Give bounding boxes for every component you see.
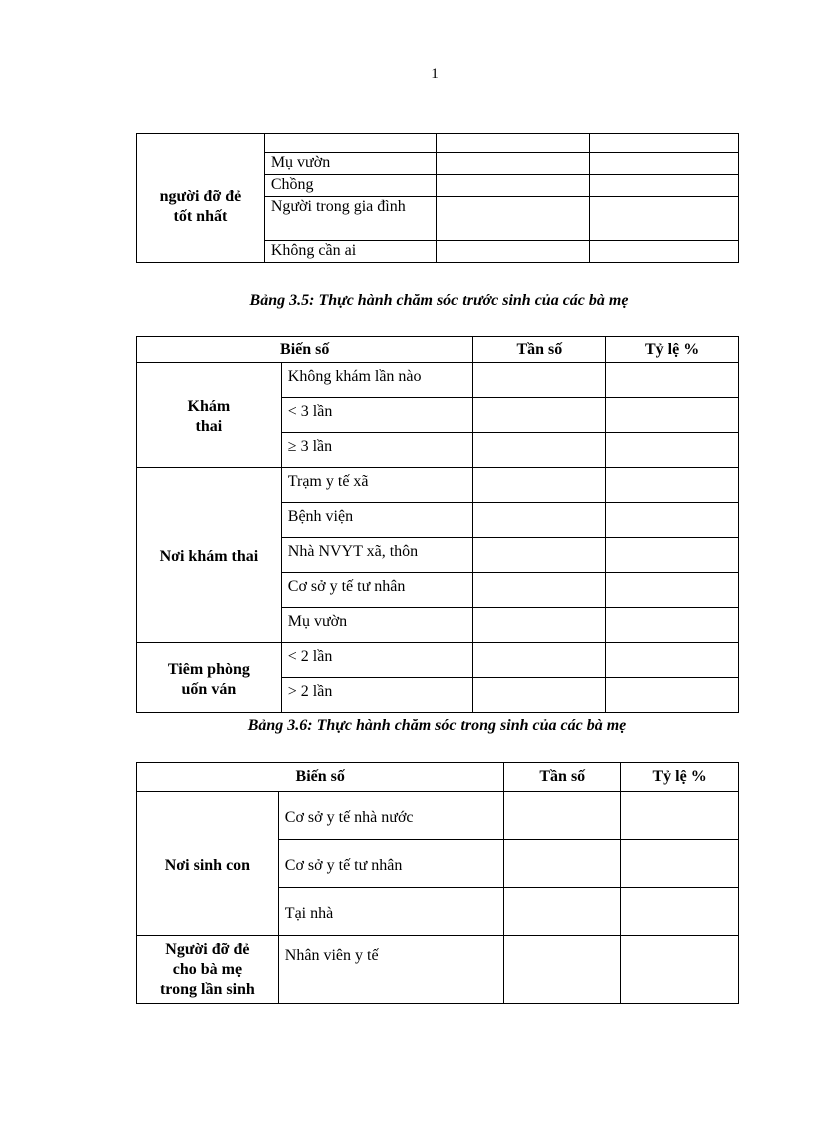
table-cell: Chồng: [264, 175, 436, 197]
table-cell: Không cần ai: [264, 241, 436, 263]
table-caption-3-5: Bảng 3.5: Thực hành chăm sóc trước sinh của các bà mẹ: [249, 292, 629, 309]
intrapartum-care-table: [136, 762, 739, 1004]
table-cell: Trạm y tế xã: [281, 468, 473, 503]
table-cell: Mụ vườn: [264, 153, 436, 175]
table-cell: < 2 lần: [281, 643, 473, 678]
group-label-birth-attendant: Người đỡ đẻ cho bà mẹ trong lần sinh: [137, 936, 279, 1004]
table-cell: Tại nhà: [278, 888, 504, 936]
birth-attendant-table-continued: [136, 133, 739, 263]
header-frequency: Tần số: [473, 337, 606, 363]
header-frequency: Tần số: [504, 763, 621, 792]
table-cell: Cơ sở y tế tư nhân: [281, 573, 473, 608]
table-cell: ≥ 3 lần: [281, 433, 473, 468]
table-cell: Cơ sở y tế nhà nước: [278, 792, 504, 840]
table-cell: Người trong gia đình: [264, 197, 436, 241]
header-percent: Tỷ lệ %: [621, 763, 739, 792]
group-label-tetanus: Tiêm phòng uốn ván: [137, 643, 282, 713]
table-cell: Cơ sở y tế tư nhân: [278, 840, 504, 888]
header-variable: Biến số: [137, 763, 504, 792]
page-number: 1: [431, 66, 439, 82]
table-cell: > 2 lần: [281, 678, 473, 713]
antenatal-care-table: [136, 336, 739, 713]
table-cell: Mụ vườn: [281, 608, 473, 643]
table-cell: Nhân viên y tế: [278, 936, 504, 1004]
table-cell: Không khám lần nào: [281, 363, 473, 398]
table-cell: Bệnh viện: [281, 503, 473, 538]
header-variable: Biến số: [137, 337, 473, 363]
table-cell: < 3 lần: [281, 398, 473, 433]
table-cell: Nhà NVYT xã, thôn: [281, 538, 473, 573]
group-label-best-attendant: người đỡ đẻ tốt nhất: [137, 134, 265, 263]
table-caption-3-6: Bảng 3.6: Thực hành chăm sóc trong sinh của các bà mẹ: [247, 717, 627, 734]
header-percent: Tỷ lệ %: [606, 337, 739, 363]
group-label-exam-place: Nơi khám thai: [137, 468, 282, 643]
group-label-birth-place: Nơi sinh con: [137, 792, 279, 936]
group-label-prenatal-exam: Khám thai: [137, 363, 282, 468]
